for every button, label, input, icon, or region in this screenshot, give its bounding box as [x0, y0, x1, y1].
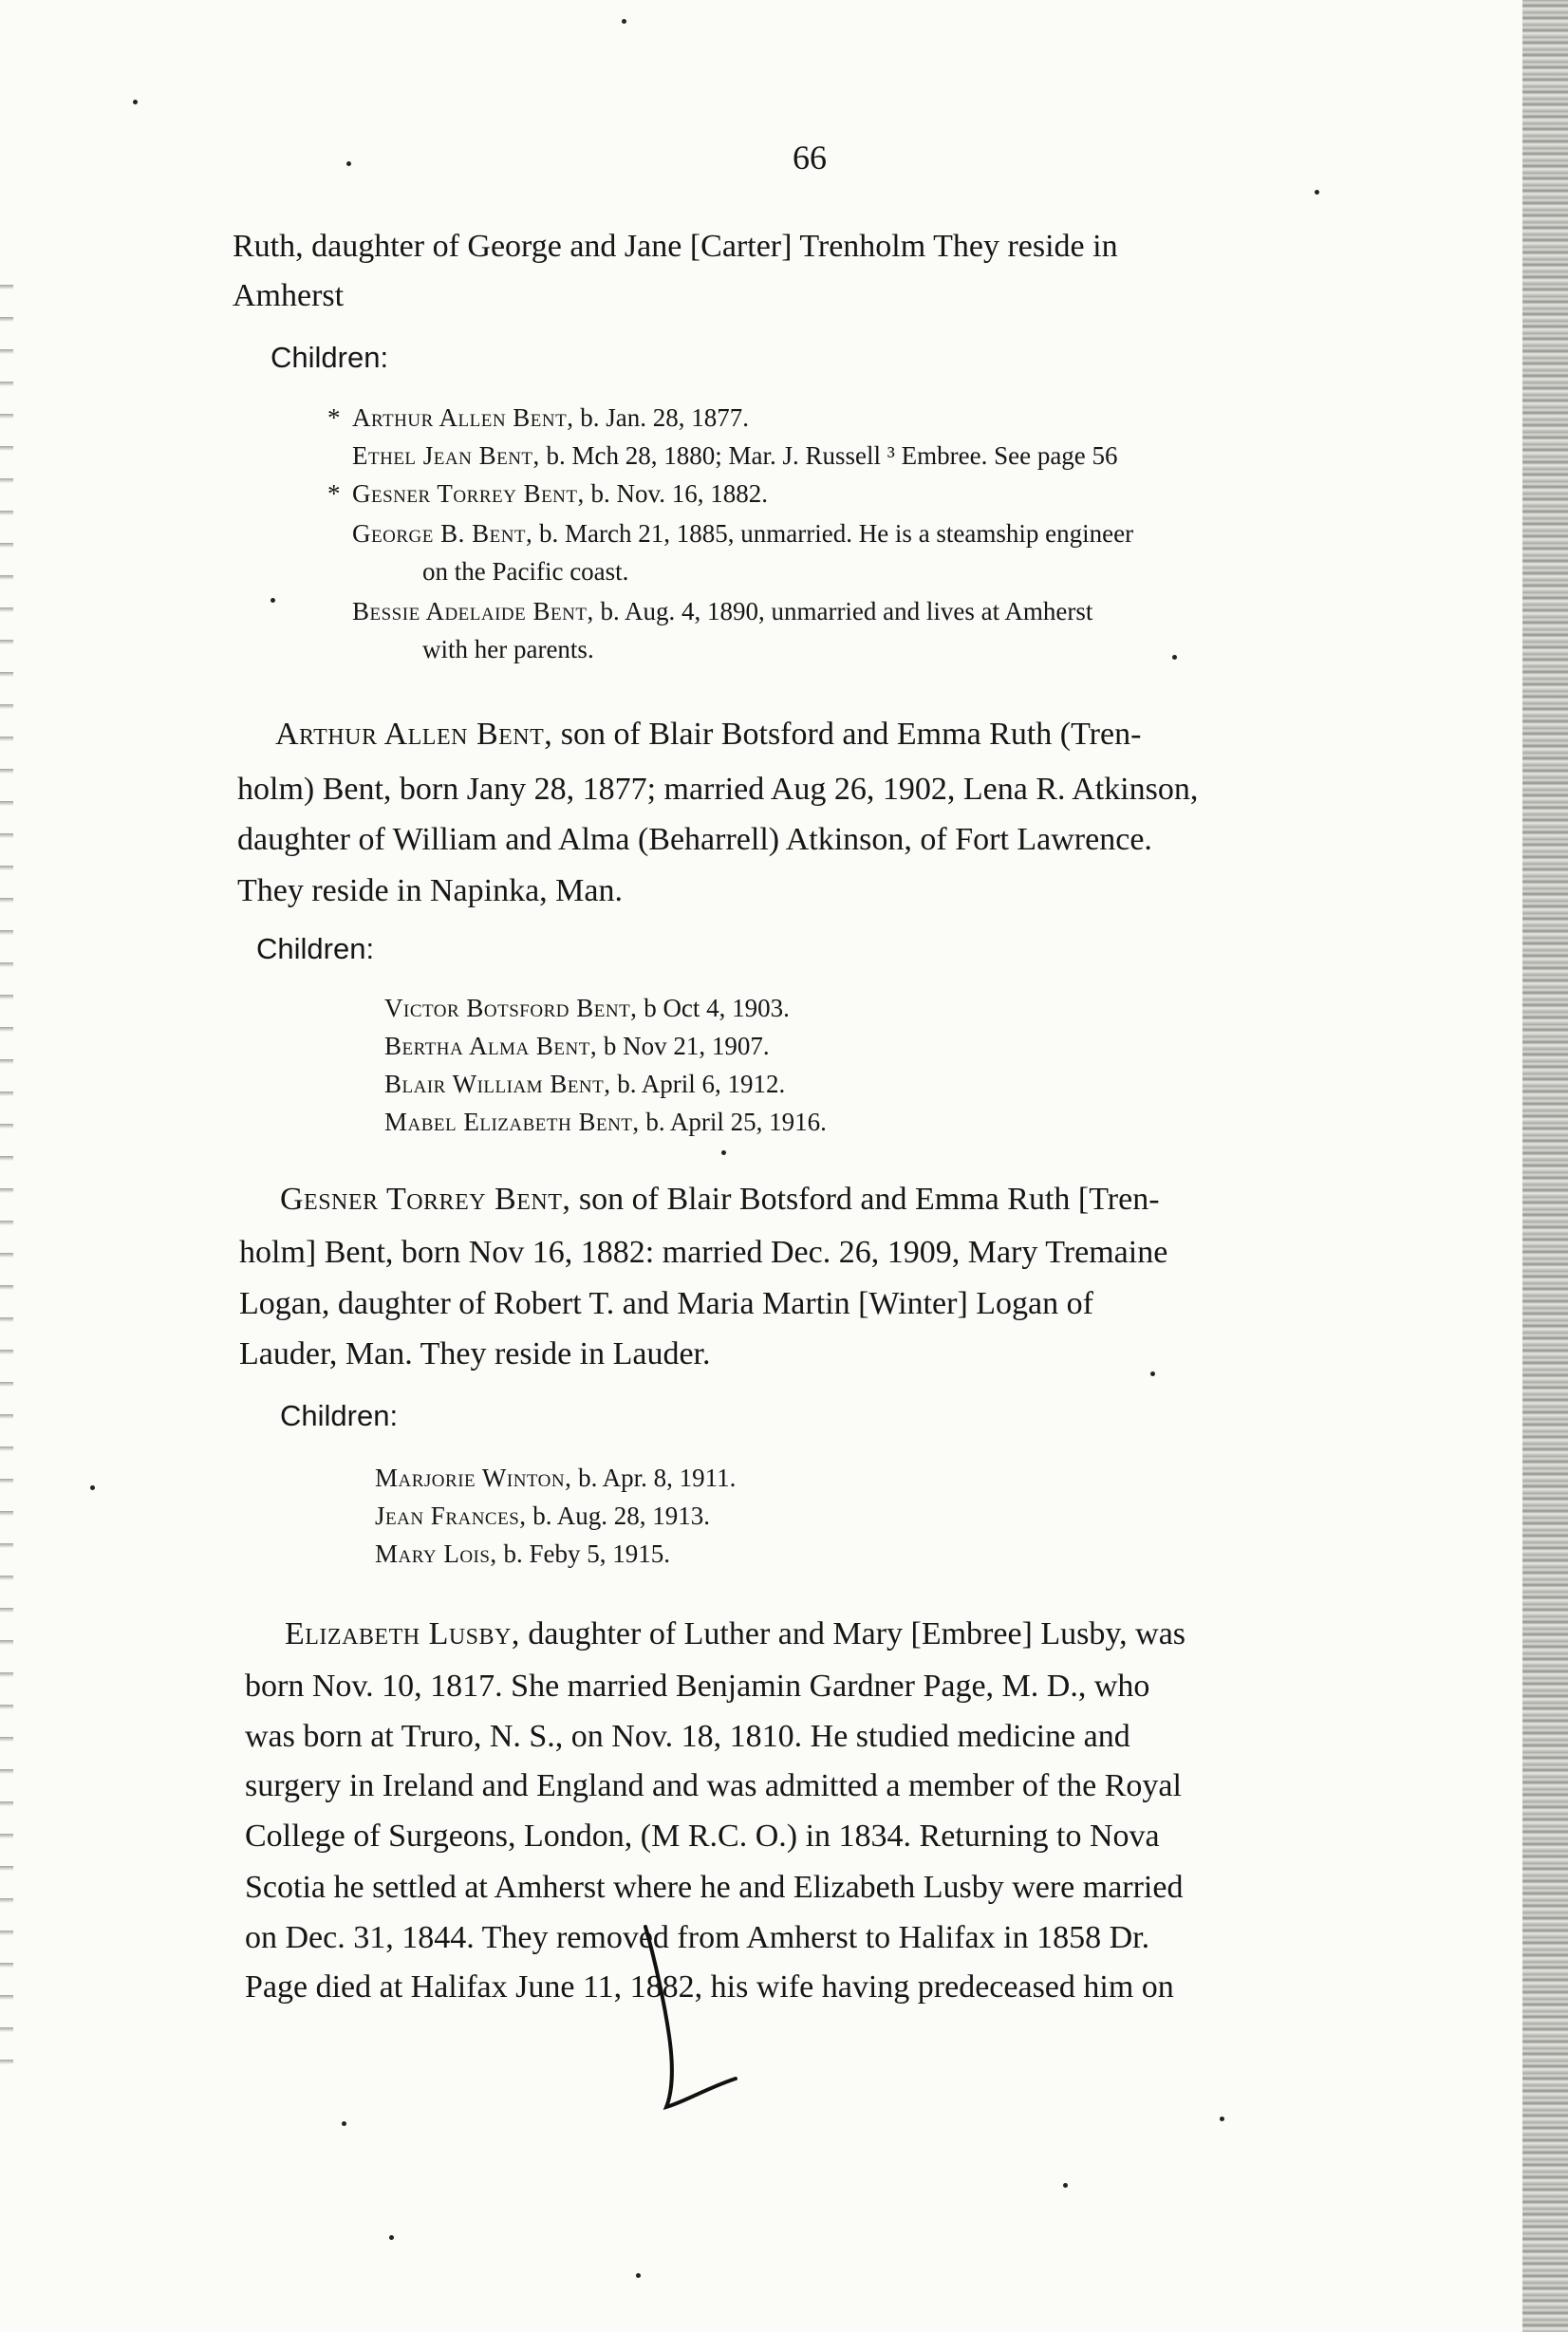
child-details: on the Pacific coast. — [422, 557, 629, 586]
child-details: b Nov 21, 1907. — [597, 1032, 770, 1060]
paragraph-line — [275, 714, 1141, 756]
paragraph-line: on Dec. 31, 1844. They removed from Amherst to Halifax in 1858 Dr. — [245, 1920, 1150, 1955]
child-entry — [384, 987, 790, 1029]
paragraph-text: son of Blair Botsford and Emma Ruth (Tren- — [552, 717, 1142, 752]
child-details: b. Aug. 4, 1890, unmarried and lives at Amherst — [593, 597, 1093, 625]
paragraph-text: daughter of Luther and Mary [Embree] Lusby, was — [519, 1616, 1186, 1651]
child-details: b. Apr. 8, 1911. — [571, 1464, 737, 1492]
child-details: b. March 21, 1885, unmarried. He is a steamship engineer — [532, 519, 1134, 548]
intro-line — [233, 226, 1118, 268]
paragraph-line: They reside in Napinka, Man. — [237, 873, 623, 908]
paragraph-line: Logan, daughter of Robert T. and Maria Martin [Winter] Logan of — [239, 1286, 1093, 1321]
paragraph-line: surgery in Ireland and England and was admitted a member of the Royal — [245, 1768, 1182, 1803]
paragraph-line: Scotia he settled at Amherst where he and Elizabeth Lusby were married — [245, 1870, 1184, 1905]
child-name: Arthur Allen Bent, — [352, 403, 574, 432]
child-entry — [375, 1457, 736, 1499]
scan-speck — [389, 2235, 394, 2240]
scanned-page-edge — [1522, 0, 1568, 2332]
page-number: 66 — [793, 139, 827, 177]
scan-speck — [133, 100, 138, 104]
paragraph-line: holm] Bent, born Nov 16, 1882: married Dec. 26, 1909, Mary Tremaine — [239, 1235, 1168, 1270]
child-details: b. Mch 28, 1880; Mar. J. Russell ³ Embree. See page 56 — [539, 441, 1118, 470]
child-entry — [384, 1063, 785, 1105]
paragraph-line: was born at Truro, N. S., on Nov. 18, 1810. He studied medicine and — [245, 1719, 1130, 1754]
child-details: with her parents. — [422, 635, 594, 663]
child-details: b. Feby 5, 1915. — [496, 1539, 670, 1568]
scan-speck — [622, 19, 626, 24]
intro-text: Ruth, daughter of George and Jane [Carter] Trenholm They reside in — [233, 229, 1118, 264]
child-entry-continued — [422, 550, 628, 592]
person-name: Elizabeth Lusby, — [285, 1616, 520, 1651]
child-name: Blair William Bent, — [384, 1070, 611, 1098]
children-heading-text: Children: — [256, 932, 375, 965]
child-entry-continued — [422, 628, 594, 670]
children-heading: Children: — [271, 341, 389, 374]
child-details: b. Jan. 28, 1877. — [573, 403, 749, 432]
paragraph-line — [285, 1614, 1185, 1655]
asterisk-marker: * — [327, 479, 341, 508]
scan-speck — [1150, 1371, 1155, 1376]
child-entry — [327, 513, 1133, 554]
scan-speck — [1172, 655, 1177, 660]
child-entry — [327, 435, 1118, 476]
child-name: Jean Frances, — [375, 1502, 527, 1530]
child-entry — [327, 473, 768, 514]
child-details: b. Nov. 16, 1882. — [584, 479, 769, 508]
paragraph-line: College of Surgeons, London, (M R.C. O.) in 1834. Returning to Nova — [245, 1819, 1160, 1854]
child-name: Bertha Alma Bent, — [384, 1032, 598, 1060]
paragraph-line: born Nov. 10, 1817. She married Benjamin Gardner Page, M. D., who — [245, 1669, 1150, 1704]
child-name: Bessie Adelaide Bent, — [352, 597, 594, 625]
paragraph-line: Lauder, Man. They reside in Lauder. — [239, 1336, 711, 1371]
scan-speck — [346, 161, 351, 166]
child-entry — [327, 590, 1092, 632]
paragraph-line: daughter of William and Alma (Beharrell) Atkinson, of Fort Lawrence. — [237, 822, 1152, 857]
handwritten-pen-mark — [626, 1912, 750, 2121]
person-name: Arthur Allen Bent, — [275, 717, 553, 752]
child-name: Gesner Torrey Bent, — [352, 479, 585, 508]
paragraph-line — [280, 1179, 1160, 1221]
child-details: b. April 6, 1912. — [610, 1070, 786, 1098]
child-name: Ethel Jean Bent, — [352, 441, 540, 470]
person-name: Gesner Torrey Bent, — [280, 1182, 571, 1217]
child-entry — [327, 397, 749, 438]
child-entry — [384, 1025, 770, 1067]
paragraph-line: Page died at Halifax June 11, 1882, his wife having predeceased him on — [245, 1969, 1174, 2005]
scan-speck — [721, 1150, 726, 1155]
intro-line — [233, 275, 344, 317]
child-details: b. April 25, 1916. — [639, 1108, 827, 1136]
child-details: b. Aug. 28, 1913. — [526, 1502, 711, 1530]
asterisk-marker: * — [327, 403, 341, 432]
child-name: George B. Bent, — [352, 519, 533, 548]
scan-speck — [271, 598, 275, 603]
scan-speck — [1063, 2183, 1068, 2188]
child-name: Mary Lois, — [375, 1539, 497, 1568]
scan-speck — [1220, 2117, 1224, 2121]
child-details: b Oct 4, 1903. — [637, 994, 790, 1022]
child-entry — [375, 1533, 670, 1575]
scan-speck — [636, 2273, 641, 2278]
child-entry — [384, 1101, 827, 1143]
intro-text: Amherst — [233, 278, 345, 313]
child-entry — [375, 1495, 710, 1537]
children-heading — [256, 928, 374, 970]
scan-speck — [342, 2121, 346, 2126]
child-name: Mabel Elizabeth Bent, — [384, 1108, 640, 1136]
scan-speck — [1315, 190, 1319, 195]
children-heading: Children: — [280, 1399, 399, 1432]
child-name: Marjorie Winton, — [375, 1464, 572, 1492]
paragraph-line: holm) Bent, born Jany 28, 1877; married Aug 26, 1902, Lena R. Atkinson, — [237, 772, 1199, 807]
scan-speck — [90, 1485, 95, 1490]
paragraph-text: son of Blair Botsford and Emma Ruth [Tren- — [570, 1182, 1160, 1217]
child-name: Victor Botsford Bent, — [384, 994, 638, 1022]
binding-marks — [0, 285, 13, 2088]
